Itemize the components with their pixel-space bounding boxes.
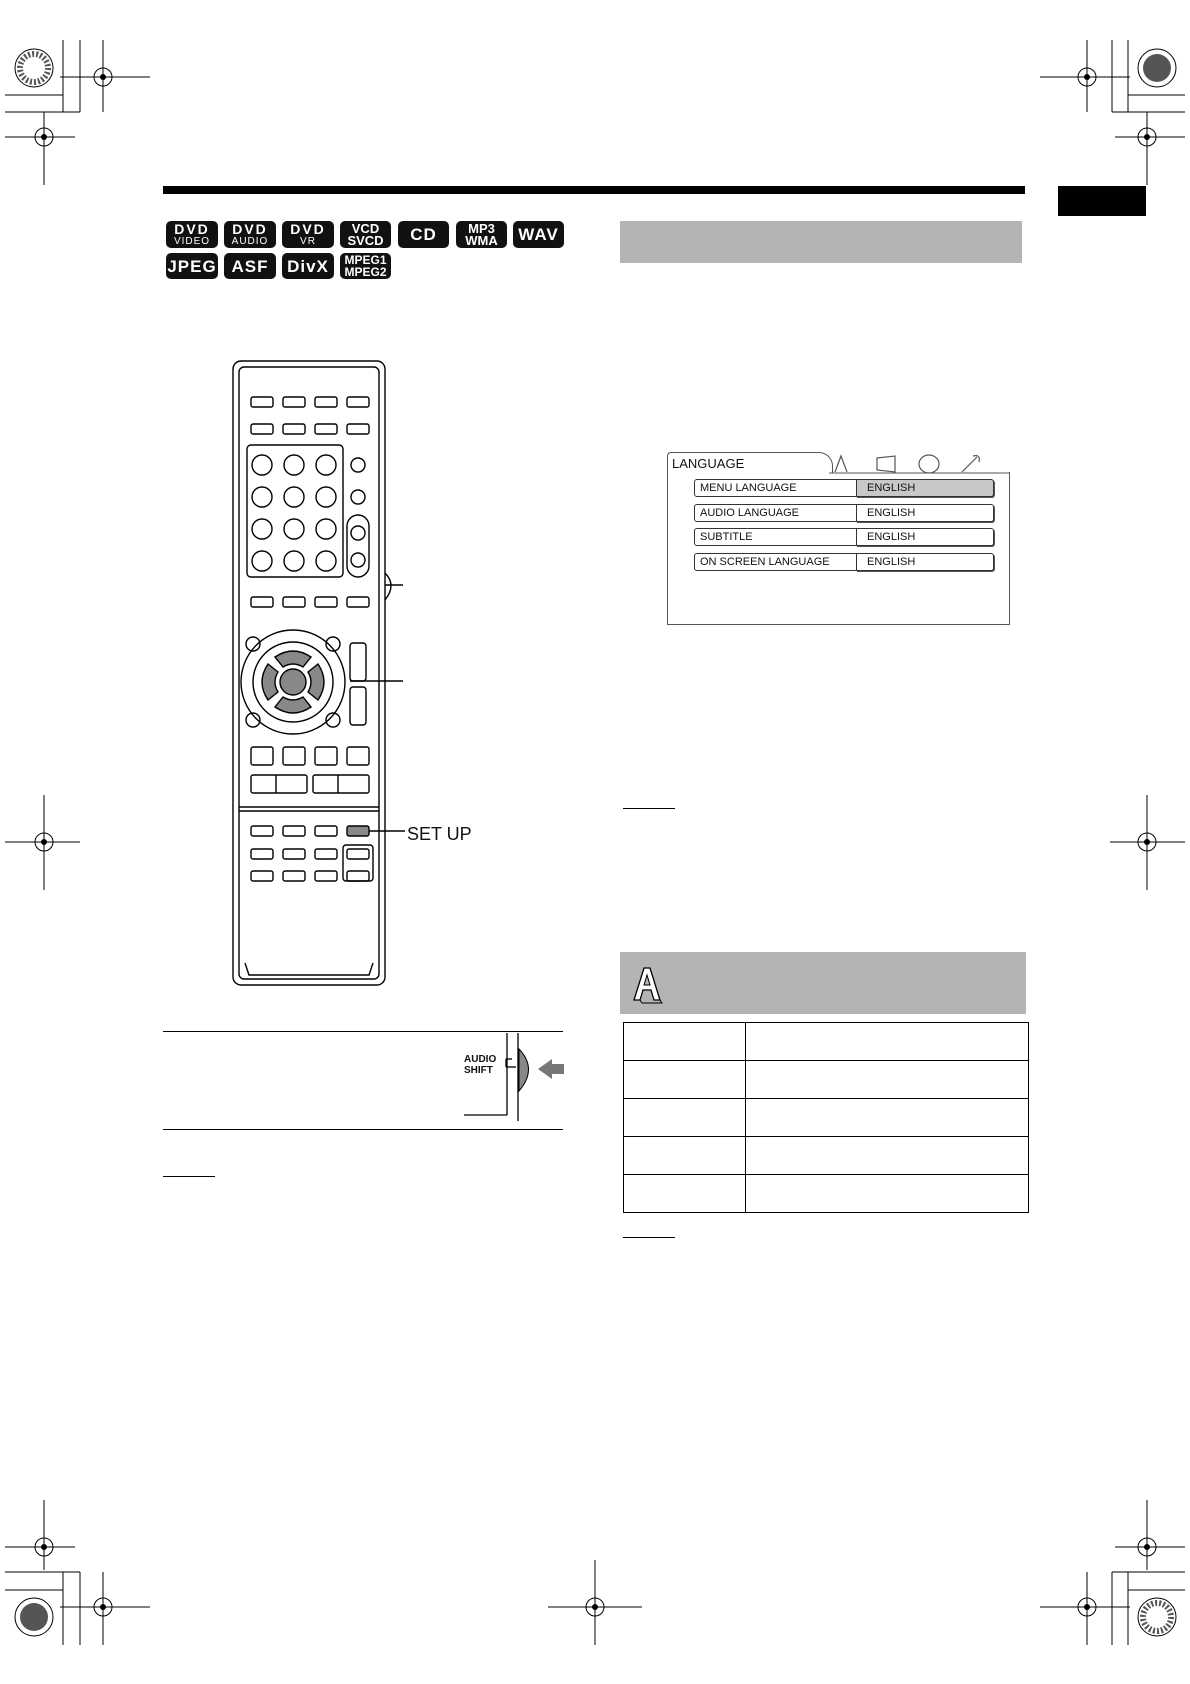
audio-shift-switch-illustration (460, 1033, 565, 1123)
osd-row-value: ENGLISH (856, 528, 994, 546)
other-tab-icon (962, 456, 979, 472)
section-tab (1058, 186, 1146, 216)
note-rule-right-2 (623, 1237, 675, 1238)
badge-asf: ASF (224, 253, 276, 279)
badge-mp3-wma: MP3 WMA (456, 221, 507, 248)
setup-label: SET UP (407, 824, 472, 844)
box-bottom-rule (163, 1129, 563, 1130)
header-rule (163, 186, 1025, 194)
badge-wav: WAV (513, 221, 564, 248)
badge-jpeg: JPEG (166, 253, 218, 279)
osd-row-label: AUDIO LANGUAGE (694, 504, 861, 522)
language-options-table (623, 1022, 1029, 1213)
remote-control-illustration (225, 355, 425, 995)
osd-row-audio-language[interactable] (694, 504, 983, 522)
table-row (624, 1023, 1029, 1061)
table-row (624, 1061, 1029, 1099)
osd-row-value: ENGLISH (856, 553, 994, 571)
table-row (624, 1099, 1029, 1137)
language-section-heading (620, 952, 1026, 1014)
picture-tab-icon (877, 456, 895, 472)
osd-language-menu (667, 452, 1010, 626)
table-row (624, 1137, 1029, 1175)
audio-shift-label: AUDIO SHIFT (464, 1054, 497, 1076)
badge-divx: DivX (282, 253, 334, 279)
osd-row-on-screen-language[interactable] (694, 553, 983, 571)
note-rule-left (163, 1176, 215, 1177)
osd-tab-icons (817, 452, 1010, 474)
note-rule-right-1 (623, 808, 675, 809)
table-row (624, 1175, 1029, 1213)
osd-row-menu-language[interactable] (694, 479, 983, 497)
badge-dvd-audio: DVD AUDIO (224, 221, 276, 248)
osd-row-label: ON SCREEN LANGUAGE (694, 553, 861, 571)
osd-row-label: SUBTITLE (694, 528, 861, 546)
box-top-rule (163, 1031, 563, 1032)
audio-tab-icon (919, 455, 939, 473)
language-tab-icon (835, 456, 847, 472)
osd-row-value: ENGLISH (856, 479, 994, 497)
section-heading-bar (620, 221, 1022, 263)
badge-dvd-video: DVD VIDEO (166, 221, 218, 248)
badge-cd: CD (398, 221, 449, 248)
osd-row-value: ENGLISH (856, 504, 994, 522)
language-a-icon (630, 964, 664, 1004)
osd-tab-language: LANGUAGE (667, 452, 833, 473)
osd-row-subtitle[interactable] (694, 528, 983, 546)
badge-vcd-svcd: VCD SVCD (340, 221, 391, 248)
badge-dvd-vr: DVD VR (282, 221, 334, 248)
badge-mpeg: MPEG1 MPEG2 (340, 253, 391, 279)
osd-row-label: MENU LANGUAGE (694, 479, 861, 497)
